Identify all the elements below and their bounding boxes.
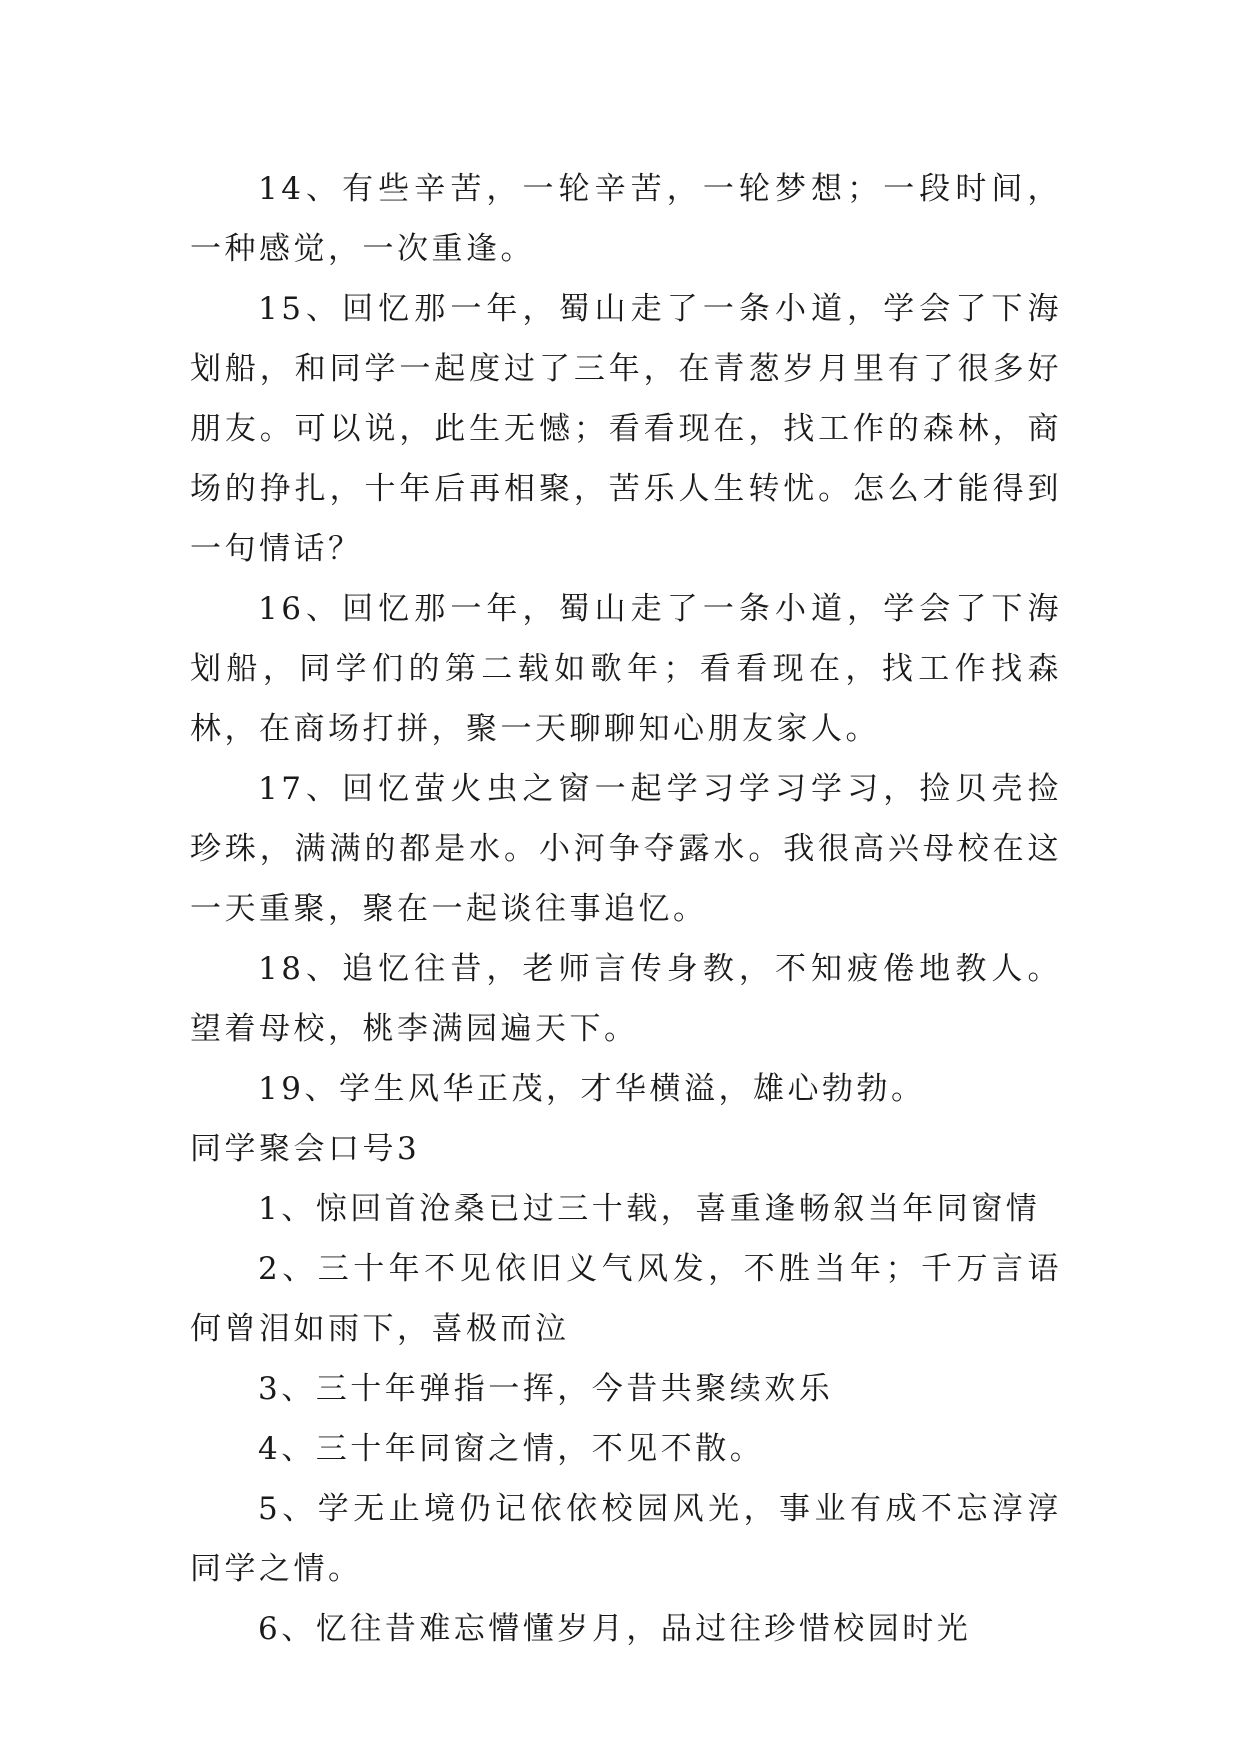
paragraph-15: 15、回忆那一年，蜀山走了一条小道，学会了下海划船，和同学一起度过了三年，在青葱岁月里有了很多好朋友。可以说，此生无憾；看看现在，找工作的森林，商场的挣扎，十年后再相聚，苦乐人生转忧。怎么才能得到一句情话？: [190, 291, 1062, 567]
slogan-4: 4、三十年同窗之情，不见不散。: [258, 1431, 765, 1467]
slogan-1: 1、惊回首沧桑已过三十载，喜重逢畅叙当年同窗情: [258, 1191, 1041, 1227]
slogan-6: 6、忆往昔难忘懵懂岁月，品过往珍惜校园时光: [258, 1611, 972, 1647]
paragraph-14: 14、有些辛苦，一轮辛苦，一轮梦想；一段时间，一种感觉，一次重逢。: [190, 171, 1062, 267]
paragraph-16: 16、回忆那一年，蜀山走了一条小道，学会了下海划船，同学们的第二载如歌年；看看现在，找工作找森林，在商场打拼，聚一天聊聊知心朋友家人。: [190, 591, 1062, 747]
section-heading: 同学聚会口号3: [190, 1131, 421, 1167]
slogan-2: 2、三十年不见依旧义气风发，不胜当年；千万言语何曾泪如雨下，喜极而泣: [190, 1251, 1062, 1347]
paragraph-18: 18、追忆往昔，老师言传身教，不知疲倦地教人。望着母校，桃李满园遍天下。: [190, 951, 1062, 1047]
slogan-3: 3、三十年弹指一挥，今昔共聚续欢乐: [258, 1371, 834, 1407]
paragraph-19: 19、学生风华正茂，才华横溢，雄心勃勃。: [258, 1071, 926, 1107]
slogan-5: 5、学无止境仍记依依校园风光，事业有成不忘淳淳同学之情。: [190, 1491, 1062, 1587]
paragraph-17: 17、回忆萤火虫之窗一起学习学习学习，捡贝壳捡珍珠，满满的都是水。小河争夺露水。我很高兴母校在这一天重聚，聚在一起谈往事追忆。: [190, 771, 1062, 927]
document-body: [190, 159, 1062, 1659]
